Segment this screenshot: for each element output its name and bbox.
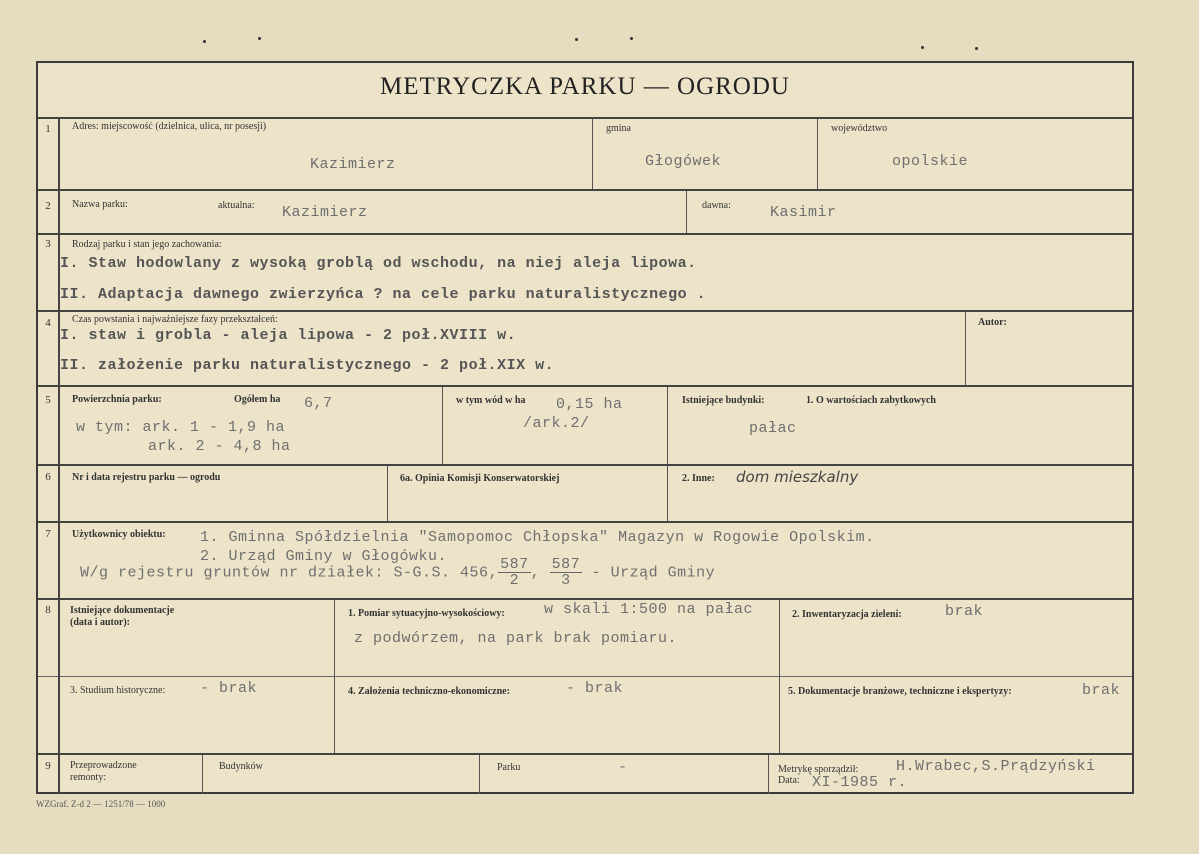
survey-value-1: w skali 1:500 na pałac	[544, 601, 754, 618]
former-name-label: dawna:	[702, 200, 731, 211]
row-number: 6	[45, 471, 51, 483]
print-footer: WZGraf. Z-d 2 — 1251/78 — 1000	[36, 799, 166, 809]
parcels-suffix: - Urząd Gminy	[591, 564, 716, 582]
current-name-label: aktualna:	[218, 200, 255, 211]
gmina-value: Głogówek	[645, 153, 722, 170]
divider	[38, 676, 1132, 677]
water-area-label: w tym wód w ha	[456, 395, 526, 406]
row-number: 7	[45, 528, 51, 540]
prepared-by-value: H.Wrabec,S.Prądzyński	[896, 758, 1096, 775]
row-number: 4	[45, 317, 51, 329]
row-number: 2	[45, 200, 51, 212]
row-number: 8	[45, 604, 51, 616]
voivodeship-value: opolskie	[892, 153, 969, 170]
divider	[38, 117, 1132, 119]
park-type-line-2: II. Adaptacja dawnego zwierzyńca ? na cele parku naturalistycznego .	[60, 286, 707, 303]
divider	[38, 598, 1132, 600]
speck	[921, 46, 924, 49]
speck	[258, 37, 261, 40]
row-number: 9	[45, 760, 51, 772]
former-name-value: Kasimir	[770, 204, 837, 221]
parcel-fraction-1: $\frac{587}{2}$	[500, 556, 529, 589]
branch-docs-value: brak	[1082, 682, 1121, 699]
number-column-line	[58, 117, 60, 794]
address-value: Kazimierz	[310, 156, 396, 173]
monument-buildings-value: pałac	[749, 420, 797, 437]
monument-buildings-label: 1. O wartościach zabytkowych	[806, 395, 936, 406]
survey-label: 1. Pomiar sytuacyjno-wysokościowy:	[348, 608, 505, 619]
divider	[38, 385, 1132, 387]
documents-label-1: Istniejące dokumentacje	[70, 605, 175, 616]
address-label: Adres: miejscowość (dzielnica, ulica, nr posesji)	[72, 121, 267, 132]
row-number: 5	[45, 394, 51, 406]
divider	[38, 233, 1132, 235]
row-number: 3	[45, 238, 51, 250]
history-study-value: - brak	[200, 680, 258, 697]
area-label: Powierzchnia parku:	[72, 394, 162, 405]
parcels-prefix: W/g rejestru gruntów nr działek: S-G.S. 456,	[80, 564, 499, 582]
user-line-2: 2. Urząd Gminy w Głogówku.	[200, 548, 448, 565]
greenery-value: brak	[945, 603, 984, 620]
document-title: METRYCZKA PARKU — OGRODU	[380, 73, 790, 100]
repairs-label-1: Przeprowadzone	[70, 760, 137, 771]
water-area-value: 0,15 ha	[556, 396, 623, 413]
greenery-label: 2. Inwentaryzacja zieleni:	[792, 609, 902, 620]
repairs-label-2: remonty:	[70, 772, 107, 783]
park-name-label: Nazwa parku:	[72, 199, 128, 210]
origin-label: Czas powstania i najważniejsze fazy przekształceń:	[72, 314, 278, 325]
survey-value-2: z podwórzem, na park brak pomiaru.	[354, 630, 678, 647]
tech-econ-label: 4. Założenia techniczno-ekonomiczne:	[348, 686, 510, 697]
other-buildings-value: dom mieszkalny	[736, 468, 859, 486]
total-area-label: Ogółem ha	[234, 394, 281, 405]
history-study-label: 3. Studium historyczne:	[70, 685, 166, 696]
park-type-label: Rodzaj parku i stan jego zachowania:	[72, 239, 222, 250]
origin-line-2: II. założenie parku naturalistycznego - 2 poł.XIX w.	[60, 357, 555, 374]
user-line-3	[80, 557, 715, 588]
date-label: Data:	[778, 775, 800, 786]
buildings-repairs-label: Budynków	[219, 761, 263, 772]
water-area-note: /ark.2/	[523, 415, 590, 432]
park-repairs-label: Parku	[497, 762, 521, 773]
branch-docs-label: 5. Dokumentacje branżowe, techniczne i ekspertyzy:	[788, 686, 1012, 697]
documents-label-2: (data i autor):	[70, 617, 130, 628]
sheet-2-area: ark. 2 - 4,8 ha	[148, 438, 291, 455]
divider	[38, 464, 1132, 466]
prepared-by-label: Metrykę sporządził:	[778, 764, 859, 775]
sheet-1-area: w tym: ark. 1 - 1,9 ha	[76, 419, 286, 436]
tech-econ-value: - brak	[566, 680, 624, 697]
existing-buildings-label: Istniejące budynki:	[682, 395, 765, 406]
divider	[38, 310, 1132, 312]
divider	[38, 189, 1132, 191]
speck	[975, 47, 978, 50]
opinion-label: 6a. Opinia Komisji Konserwatorskiej	[400, 473, 560, 484]
users-label: Użytkownicy obiektu:	[72, 529, 166, 540]
speck	[203, 40, 206, 43]
origin-line-1: I. staw i grobla - aleja lipowa - 2 poł.XVIII w.	[60, 327, 517, 344]
divider	[38, 521, 1132, 523]
date-value: XI-1985 r.	[812, 774, 908, 791]
author-label: Autor:	[978, 317, 1007, 328]
registry-label: Nr i data rejestru parku — ogrodu	[72, 472, 221, 483]
park-repairs-value: -	[618, 759, 628, 776]
speck	[575, 38, 578, 41]
current-name-value: Kazimierz	[282, 204, 368, 221]
fraction-separator: ,	[530, 564, 541, 582]
parcel-fraction-2: $\frac{587}{3}$	[551, 556, 581, 589]
speck	[630, 37, 633, 40]
park-type-line-1: I. Staw hodowlany z wysoką groblą od wschodu, na niej aleja lipowa.	[60, 255, 697, 272]
total-area-value: 6,7	[304, 395, 333, 412]
other-buildings-label: 2. Inne:	[682, 473, 715, 484]
voivodeship-label: województwo	[831, 123, 888, 134]
park-record-card	[36, 61, 1134, 794]
gmina-label: gmina	[606, 123, 631, 134]
user-line-1: 1. Gminna Spółdzielnia "Samopomoc Chłopska" Magazyn w Rogowie Opolskim.	[200, 529, 875, 546]
row-number: 1	[45, 123, 51, 135]
